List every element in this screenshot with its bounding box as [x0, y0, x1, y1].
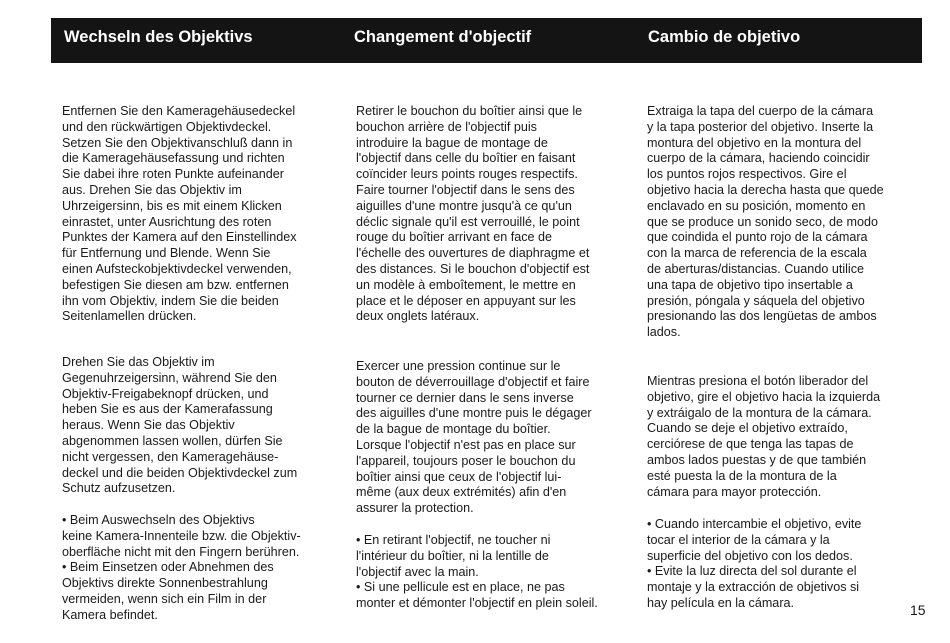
text-line: ihn vom Objektiv, indem Sie die beiden [62, 293, 279, 308]
text-line: monter et démonter l'objectif en plein soleil. [356, 596, 598, 611]
text-line: Kamera befindet. [62, 607, 158, 622]
german-heading: Wechseln des Objektivs [64, 28, 253, 46]
text-line: cámara para mayor protección. [647, 484, 822, 499]
text-line: einrastet, unter Ausrichtung des roten [62, 214, 272, 229]
text-line: déclic signale qu'il est verrouillé, le point [356, 214, 580, 229]
text-line: objetivo, gire el objetivo hacia la izquierda [647, 389, 881, 404]
text-line: befestigen Sie diesen am bzw. entfernen [62, 277, 289, 292]
text-line: coïncider leurs points rouges respectifs. [356, 167, 578, 182]
text-line: einen Aufsteckobjektivdeckel verwenden, [62, 261, 292, 276]
text-line: Uhrzeigersinn, bis es mit einem Klicken [62, 198, 282, 213]
text-line: tourner ce dernier dans le sens inverse [356, 390, 574, 405]
text-line: Retirer le bouchon du boîtier ainsi que le [356, 104, 583, 118]
text-line: que coindida el punto rojo de la cámara [647, 230, 868, 245]
text-line: montaje y la extracción de objetivos si [647, 580, 860, 595]
french-paragraph-removal [356, 359, 626, 517]
text-line: ambos lados puestas y de que también [647, 452, 867, 467]
text-line: superficie del objetivo con los dedos. [647, 548, 853, 563]
french-heading: Changement d'objectif [354, 28, 532, 46]
text-line: aiguilles d'une montre jusqu'à ce qu'un [356, 198, 572, 213]
text-line: des distances. Si le bouchon d'objectif est [356, 261, 590, 276]
text-line: una tapa de objetivo tipo insertable a [647, 277, 853, 292]
text-line: Gegenuhrzeigersinn, während Sie den [62, 370, 277, 385]
german-paragraph-notes [62, 513, 332, 624]
text-line: heben Sie es aus der Kamerafassung [62, 402, 273, 417]
text-line: que se produce un sonido seco, de modo [647, 214, 879, 229]
text-line: Entfernen Sie den Kameragehäusedeckel [62, 104, 296, 118]
french-paragraph-notes [356, 533, 626, 612]
text-line: Objektivs direkte Sonnenbestrahlung [62, 576, 268, 591]
spanish-paragraph-removal [647, 374, 917, 500]
text-line: los puntos rojos respectivos. Gire el [647, 167, 847, 182]
text-line: y la tapa posterior del objetivo. Inserte la [647, 119, 874, 134]
text-line: l'appareil, toujours poser le bouchon du [356, 453, 576, 468]
text-line: Faire tourner l'objectif dans le sens des [356, 182, 575, 197]
text-line: place et le déposer en appuyant sur les [356, 293, 576, 308]
text-line: Cuando se deje el objetivo extraído, [647, 421, 848, 436]
text-line: Mientras presiona el botón liberador del [647, 374, 869, 388]
text-line: • En retirant l'objectif, ne toucher ni [356, 533, 551, 547]
text-line: des aiguilles d'une montre puis le dégager [356, 406, 592, 421]
french-paragraph-mounting [356, 104, 626, 325]
text-line: heraus. Wenn Sie das Objektiv [62, 418, 235, 433]
text-line: tocar el interior de la cámara y la [647, 532, 830, 547]
page-number: 15 [910, 602, 926, 618]
text-line: bouchon arrière de l'objectif puis [356, 119, 537, 134]
text-line: bouton de déverrouillage d'objectif et faire [356, 374, 590, 389]
text-line: même (aux deux extrémités) afin d'en [356, 485, 567, 500]
text-line: introduire la bague de montage de [356, 135, 548, 150]
text-line: die Kameragehäusefassung und richten [62, 151, 285, 166]
text-line: rouge du boîtier arrivant en face de [356, 230, 553, 245]
text-line: enclavado en su posición, momento en [647, 198, 866, 213]
text-line: Extraiga la tapa del cuerpo de la cámara [647, 104, 874, 118]
text-line: cerciórese de que tenga las tapas de [647, 437, 854, 452]
text-line: Sie dabei ihre roten Punkte aufeinander [62, 167, 284, 182]
text-line: un modèle à emboîtement, le mettre en [356, 277, 576, 292]
text-line: l'objectif avec la main. [356, 564, 479, 579]
text-line: Seitenlamellen drücken. [62, 309, 197, 324]
text-line: • Beim Einsetzen oder Abnehmen des [62, 560, 274, 575]
header-bar [51, 18, 922, 63]
text-line: vermeiden, wenn sich ein Film in der [62, 591, 267, 606]
text-line: • Si une pellicule est en place, ne pas [356, 580, 565, 595]
text-line: Objektiv-Freigabeknopf drücken, und [62, 386, 269, 401]
text-line: objetivo hacia la derecha hasta que quede [647, 182, 884, 197]
text-line: aus. Drehen Sie das Objektiv im [62, 182, 242, 197]
german-paragraph-removal [62, 355, 332, 497]
text-line: deux onglets latéraux. [356, 309, 480, 324]
text-line: Setzen Sie den Objektivanschluß dann in [62, 135, 293, 150]
text-line: • Cuando intercambie el objetivo, evite [647, 517, 862, 531]
text-line: l'intérieur du boîtier, ni la lentille de [356, 548, 549, 563]
text-line: l'échelle des ouvertures de diaphragme et [356, 246, 590, 261]
text-line: Schutz aufzusetzen. [62, 481, 176, 496]
text-line: Exercer une pression continue sur le [356, 359, 561, 373]
text-line: Drehen Sie das Objektiv im [62, 355, 215, 369]
text-line: montura del objetivo en la montura del [647, 135, 862, 150]
text-line: presionando las dos lengüetas de ambos [647, 309, 877, 324]
text-line: de aberturas/distancias. Cuando utilice [647, 261, 865, 276]
text-line: con la marca de referencia de la escala [647, 246, 867, 261]
text-line: Lorsque l'objectif n'est pas en place sur [356, 437, 576, 452]
text-line: assurer la protection. [356, 501, 474, 516]
text-line: y extráigalo de la montura de la cámara. [647, 405, 872, 420]
text-line: • Evite la luz directa del sol durante el [647, 564, 857, 579]
text-line: esté puesta la de la montura de la [647, 468, 837, 483]
text-line: lados. [647, 325, 681, 340]
text-line: für Entfernung und Blende. Wenn Sie [62, 246, 271, 261]
text-line: • Beim Auswechseln des Objektivs [62, 513, 255, 527]
text-line: und den rückwärtigen Objektivdeckel. [62, 119, 272, 134]
text-line: abgenommen lassen wollen, dürfen Sie [62, 433, 283, 448]
text-line: l'objectif dans celle du boîtier en faisant [356, 151, 576, 166]
text-line: boîtier ainsi que ceux de l'objectif lui- [356, 469, 562, 484]
text-line: oberfläche nicht mit den Fingern berühren. [62, 544, 300, 559]
german-paragraph-mounting [62, 104, 332, 325]
text-line: de la bague de montage du boîtier. [356, 422, 551, 437]
text-line: presión, póngala y sáquela del objetivo [647, 293, 865, 308]
text-line: nicht vergessen, den Kameragehäuse- [62, 449, 279, 464]
text-line: keine Kamera-Innenteile bzw. die Objektiv- [62, 528, 301, 543]
text-line: deckel und die beiden Objektivdeckel zum [62, 465, 298, 480]
spanish-paragraph-mounting [647, 104, 917, 341]
spanish-paragraph-notes [647, 517, 917, 612]
text-line: Punktes der Kamera auf den Einstellindex [62, 230, 297, 245]
spanish-heading: Cambio de objetivo [648, 28, 801, 46]
text-line: cuerpo de la cámara, haciendo coincidir [647, 151, 870, 166]
text-line: hay película en la cámara. [647, 595, 795, 610]
